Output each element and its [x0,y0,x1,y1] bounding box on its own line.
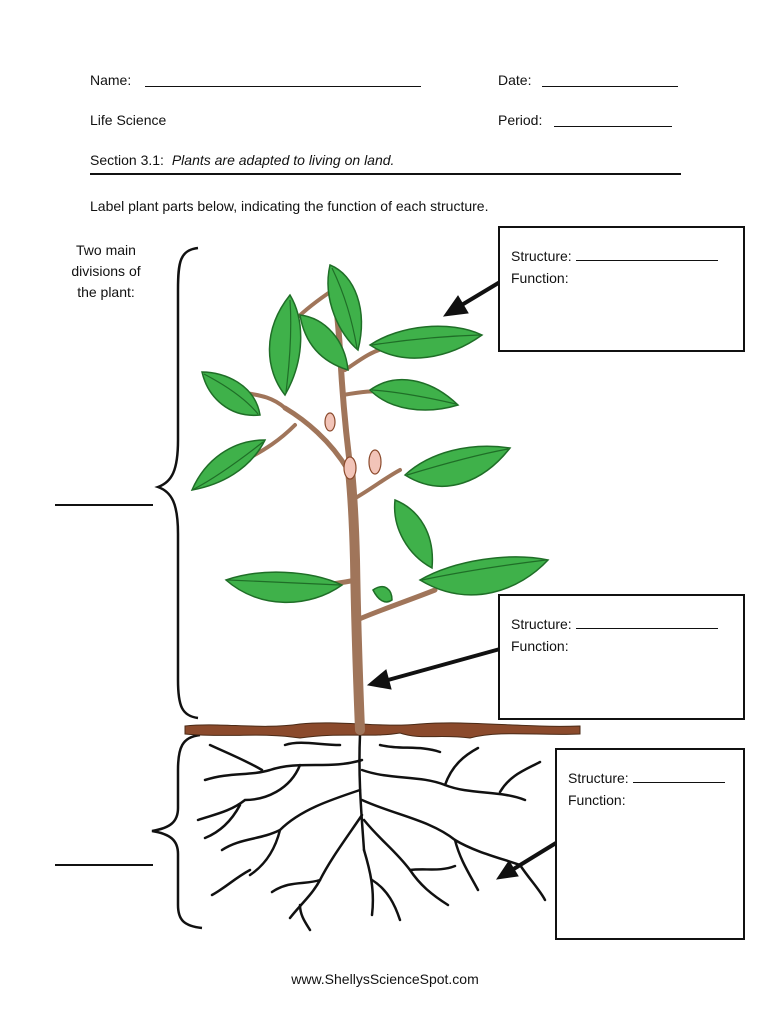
structure-label: Structure: [568,770,629,786]
structure-field[interactable] [633,770,725,783]
instructions: Label plant parts below, indicating the function of each structure. [90,198,489,214]
date-label: Date: [498,72,532,88]
structure-row [511,616,718,632]
section-title: Plants are adapted to living on land. [171,152,395,168]
soil-line [185,723,580,738]
shoot-brace [158,248,198,718]
label-box-root[interactable] [555,748,745,940]
divisions-caption: Two main divisions of the plant: [71,242,141,300]
structure-label: Structure: [511,248,572,264]
function-label: Function: [568,792,626,808]
leaves [192,265,548,602]
period-label: Period: [498,112,543,128]
structure-row [568,770,725,786]
structure-field[interactable] [576,616,718,629]
structure-row [511,248,718,264]
function-label: Function: [511,638,569,654]
course-label: Life Science [90,112,167,128]
function-label: Function: [511,270,569,286]
name-label: Name: [90,72,132,88]
root-brace [152,735,202,928]
structure-label: Structure: [511,616,572,632]
structure-field[interactable] [576,248,718,261]
label-box-stem[interactable] [498,594,745,720]
root-system [198,735,545,930]
section-label: Section 3.1: [90,152,164,168]
label-box-leaf[interactable] [498,226,745,352]
footer-url: www.ShellysScienceSpot.com [291,971,479,987]
